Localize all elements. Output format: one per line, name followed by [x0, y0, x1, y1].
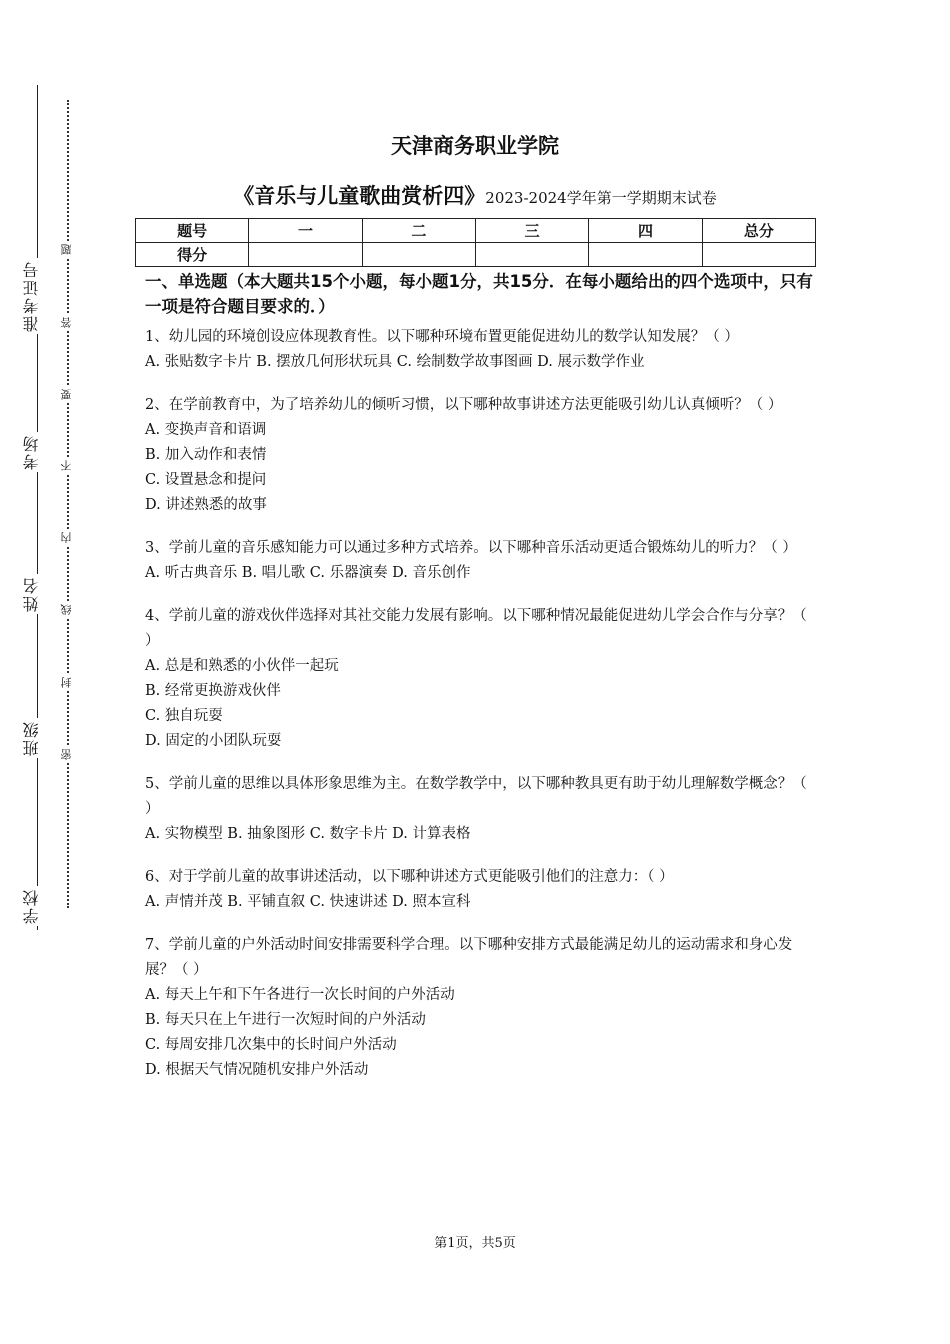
- course-title: 《音乐与儿童歌曲赏析四》: [233, 184, 486, 208]
- score-cell: 总分: [702, 219, 815, 243]
- question-7: [145, 933, 813, 1083]
- score-input-cell[interactable]: [362, 243, 475, 267]
- score-cell: 二: [362, 219, 475, 243]
- score-cell: 三: [475, 219, 588, 243]
- option: B. 经常更换游戏伙伴: [145, 683, 281, 699]
- option: A. 每天上午和下午各进行一次长时间的户外活动: [145, 987, 455, 1003]
- question-options: A. 声情并茂 B. 平铺直叙 C. 快速讲述 D. 照本宣科: [145, 894, 471, 910]
- score-label-cell: 得分: [136, 243, 249, 267]
- question-stem: 1、幼儿园的环境创设应体现教育性。以下哪种环境布置更能促进幼儿的数学认知发展？（ ）: [145, 329, 739, 345]
- option: A. 总是和熟悉的小伙伴一起玩: [145, 658, 339, 674]
- seal-word: 答: [60, 317, 73, 328]
- seal-word: 封: [60, 677, 73, 688]
- score-table-header-row: [136, 219, 816, 243]
- page-number: 第1页，共5页: [434, 1236, 516, 1251]
- question-stem: 3、学前儿童的音乐感知能力可以通过多种方式培养。以下哪种音乐活动更适合锻炼幼儿的听力？（ ）: [145, 540, 797, 556]
- question-options: A. 实物模型 B. 抽象图形 C. 数字卡片 D. 计算表格: [145, 826, 471, 842]
- option: B. 每天只在上午进行一次短时间的户外活动: [145, 1012, 426, 1028]
- score-input-cell[interactable]: [589, 243, 702, 267]
- side-label-school: 学校: [22, 888, 41, 924]
- seal-word: 密: [60, 749, 73, 760]
- option: D. 固定的小团队玩耍: [145, 733, 282, 749]
- side-label-exam-room: 考场: [22, 434, 41, 470]
- option: D. 根据天气情况随机安排户外活动: [145, 1062, 369, 1078]
- score-cell: 四: [589, 219, 702, 243]
- question-stem: 5、学前儿童的思维以具体形象思维为主。在数学教学中，以下哪种教具更有助于幼儿理解数学概念？（ ）: [145, 776, 807, 817]
- question-stem: 6、对于学前儿童的故事讲述活动，以下哪种讲述方式更能吸引他们的注意力：（ ）: [145, 869, 674, 885]
- seal-dotted-line: [67, 100, 69, 908]
- question-6: [145, 865, 813, 915]
- option: A. 变换声音和语调: [145, 422, 267, 438]
- option: C. 设置悬念和提问: [145, 472, 267, 488]
- question-5: [145, 772, 813, 847]
- question-stem: 4、学前儿童的游戏伙伴选择对其社交能力发展有影响。以下哪种情况最能促进幼儿学会合作与分享？（ ）: [145, 608, 807, 649]
- seal-word: 题: [60, 244, 73, 255]
- score-input-cell[interactable]: [249, 243, 362, 267]
- side-label-name: 姓名: [22, 576, 41, 612]
- school-name: 天津商务职业学院: [391, 134, 559, 158]
- question-2: [145, 393, 813, 518]
- question-1: [145, 325, 813, 375]
- option: B. 加入动作和表情: [145, 447, 267, 463]
- score-input-cell[interactable]: [475, 243, 588, 267]
- side-label-exam-number: 准考证号: [22, 260, 41, 332]
- exam-title: [0, 180, 950, 210]
- section-heading: 一、单选题（本大题共15个小题，每小题1分，共15分．在每小题给出的四个选项中，只有一项是符合题目要求的．）: [145, 272, 813, 316]
- option: C. 独自玩耍: [145, 708, 223, 724]
- question-options: A. 张贴数字卡片 B. 摆放几何形状玩具 C. 绘制数学故事图画 D. 展示数学作业: [145, 354, 645, 370]
- question-4: [145, 604, 813, 754]
- exam-term: 2023-2024学年第一学期期末试卷: [485, 189, 717, 207]
- score-cell: 一: [249, 219, 362, 243]
- score-cell: 题号: [136, 219, 249, 243]
- seal-word: 要: [60, 389, 73, 400]
- score-input-cell[interactable]: [702, 243, 815, 267]
- question-stem: 7、学前儿童的户外活动时间安排需要科学合理。以下哪种安排方式最能满足幼儿的运动需求和身心发展？（ ）: [145, 937, 793, 978]
- option: D. 讲述熟悉的故事: [145, 497, 267, 513]
- score-table: [135, 218, 816, 267]
- fill-line: [37, 85, 38, 930]
- question-options: A. 听古典音乐 B. 唱儿歌 C. 乐器演奏 D. 音乐创作: [145, 565, 471, 581]
- side-label-class: 班级: [22, 720, 41, 756]
- exam-content: [145, 269, 813, 1083]
- option: C. 每周安排几次集中的长时间户外活动: [145, 1037, 397, 1053]
- question-3: [145, 536, 813, 586]
- seal-word: 线: [60, 604, 73, 615]
- seal-word: 内: [60, 532, 73, 543]
- score-table-score-row: [136, 243, 816, 267]
- seal-word: 不: [60, 460, 73, 471]
- question-stem: 2、在学前教育中，为了培养幼儿的倾听习惯，以下哪种故事讲述方法更能吸引幼儿认真倾听？（ ）: [145, 397, 783, 413]
